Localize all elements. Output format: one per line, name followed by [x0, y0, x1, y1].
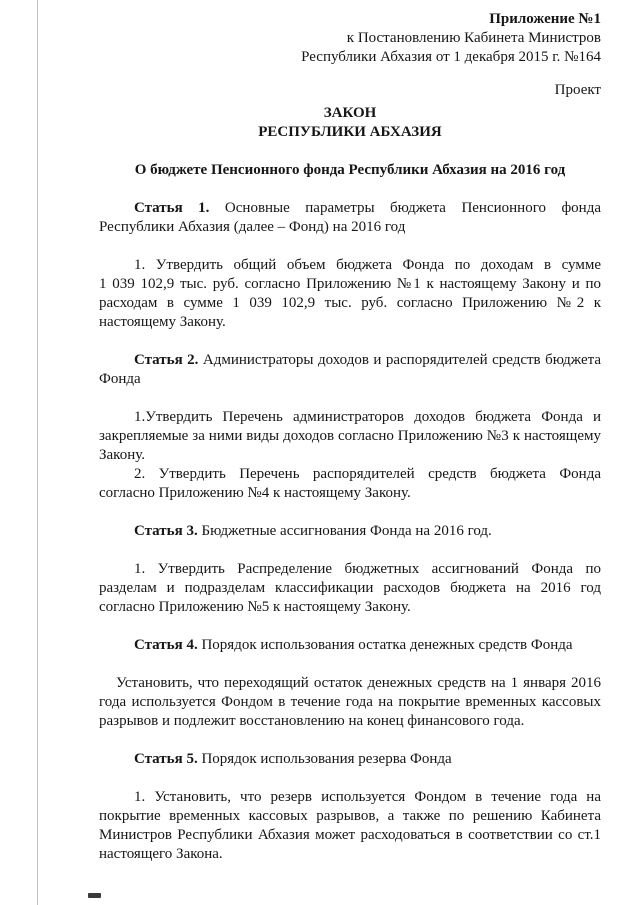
article-1-title: Основные параметры бюджета Пенсионного фонда Республики Абхазия (далее – Фонд) на 2016 год: [99, 200, 601, 235]
article-1-heading: [99, 199, 601, 237]
document-header: [99, 10, 601, 67]
article-1-paragraph-1: 1. Утвердить общий объем бюджета Фонда по доходам в сумме 1 039 102,9 тыс. руб. согласно Приложению №1 к настоящему Закону и по расходам в сумме 1 039 102,9 тыс. руб. согласно Приложению №2 к настоящему Закону.: [99, 257, 601, 330]
article-2-paragraph-2: 2. Утвердить Перечень распорядителей средств бюджета Фонда согласно Приложению №4 к настоящему Закону.: [99, 466, 601, 501]
article-5-paragraph-1: 1. Установить, что резерв используется Фондом в течение года на покрытие временных кассовых разрывов, а также по решению Кабинета Министров Республики Абхазия может расходоваться в соответствии со ст.1 настоящего Закона.: [99, 789, 601, 862]
article-3: [99, 522, 601, 617]
article-4-paragraph-1: Установить, что переходящий остаток денежных средств на 1 января 2016 года используется Фондом в течение года на покрытие временных кассовых разрывов и подлежит восстановлению на конец финансового года.: [99, 675, 601, 729]
article-5-heading: [99, 750, 601, 769]
resolution-line-1: к Постановлению Кабинета Министров: [346, 30, 601, 46]
article-2-number: Статья 2.: [134, 352, 199, 368]
article-1: [99, 199, 601, 332]
law-title: [99, 104, 601, 142]
law-title-line-2: РЕСПУБЛИКИ АБХАЗИЯ: [258, 124, 442, 140]
scan-edge-line: [37, 0, 38, 905]
article-2-paragraph-1: 1.Утвердить Перечень администраторов доходов бюджета Фонда и закрепляемые за ними виды доходов согласно Приложению №3 к настоящему Закону.: [99, 409, 601, 463]
article-4-title: Порядок использования остатка денежных средств Фонда: [201, 637, 573, 653]
article-2-title: Администраторы доходов и распорядителей средств бюджета Фонда: [99, 352, 602, 387]
article-1-number: Статья 1.: [134, 200, 210, 216]
resolution-line-2: Республики Абхазия от 1 декабря 2015 г. №164: [301, 49, 601, 65]
annex-number: Приложение №1: [489, 11, 601, 27]
article-3-title: Бюджетные ассигнования Фонда на 2016 год.: [201, 523, 492, 539]
article-3-number: Статья 3.: [134, 523, 198, 539]
article-5-title: Порядок использования резерва Фонда: [201, 751, 452, 767]
article-5: [99, 750, 601, 864]
document-subject: О бюджете Пенсионного фонда Республики Абхазия на 2016 год: [134, 162, 566, 178]
article-2-heading: [99, 351, 601, 389]
article-4: [99, 636, 601, 731]
article-4-heading: [99, 636, 601, 655]
article-5-number: Статья 5.: [134, 751, 198, 767]
article-2: [99, 351, 601, 503]
article-3-heading: [99, 522, 601, 541]
article-4-number: Статья 4.: [134, 637, 198, 653]
scan-artifact-mark: [88, 893, 101, 898]
article-3-paragraph-1: 1. Утвердить Распределение бюджетных ассигнований Фонда по разделам и подразделам классификации расходов бюджета на 2016 год согласно Приложению №5 к настоящему Закону.: [99, 561, 601, 615]
project-label: Проект: [554, 82, 601, 98]
law-title-line-1: ЗАКОН: [323, 105, 377, 121]
